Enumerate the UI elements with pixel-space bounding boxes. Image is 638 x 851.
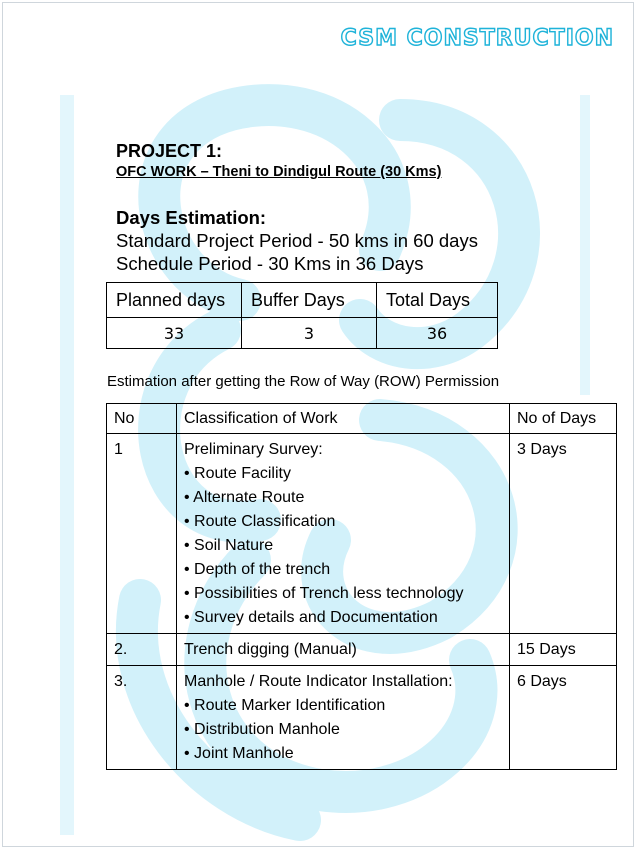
list-item: • Alternate Route	[184, 489, 305, 506]
list-item: • Depth of the trench	[184, 561, 331, 578]
row-title: Manhole / Route Indicator Installation:	[184, 673, 453, 690]
row-classification: Trench digging (Manual)	[177, 634, 510, 666]
value-total-days: 36	[377, 318, 498, 349]
list-item: • Possibilities of Trench less technology	[184, 585, 464, 602]
row-no: 2.	[107, 634, 177, 666]
list-item: • Soil Nature	[184, 537, 274, 554]
list-item: • Distribution Manhole	[184, 721, 340, 738]
row-days: 6 Days	[510, 666, 617, 770]
row-no: 1	[107, 434, 177, 634]
header-no-of-days: No of Days	[510, 404, 617, 434]
brand-logo-text: CSM CONSTRUCTION	[340, 26, 614, 51]
row-days: 15 Days	[510, 634, 617, 666]
days-table	[106, 282, 498, 349]
days-table-header-row	[107, 283, 498, 318]
list-item: • Route Marker Identification	[184, 697, 386, 714]
header-planned-days: Planned days	[107, 283, 242, 318]
work-table	[106, 403, 617, 770]
list-item: • Route Facility	[184, 465, 291, 482]
value-planned-days: 33	[107, 318, 242, 349]
row-no: 3.	[107, 666, 177, 770]
estimation-schedule-period: Schedule Period - 30 Kms in 36 Days	[116, 253, 424, 274]
table-row	[107, 434, 617, 634]
project-title: PROJECT 1:	[116, 141, 223, 161]
row-permission-note: Estimation after getting the Row of Way (ROW) Permission	[107, 373, 500, 390]
row-title: Preliminary Survey:	[184, 441, 323, 458]
row-classification	[177, 666, 510, 770]
list-item: • Joint Manhole	[184, 745, 294, 762]
project-subtitle: OFC WORK – Theni to Dindigul Route (30 Kms)	[116, 164, 442, 180]
list-item: • Route Classification	[184, 513, 336, 530]
header-buffer-days: Buffer Days	[242, 283, 377, 318]
row-days: 3 Days	[510, 434, 617, 634]
table-row	[107, 634, 617, 666]
header-classification: Classification of Work	[177, 404, 510, 434]
list-item: • Survey details and Documentation	[184, 609, 438, 626]
days-table-value-row	[107, 318, 498, 349]
estimation-heading: Days Estimation:	[116, 207, 267, 228]
row-classification	[177, 434, 510, 634]
header-total-days: Total Days	[377, 283, 498, 318]
header-no: No	[107, 404, 177, 434]
table-row	[107, 666, 617, 770]
work-table-header-row	[107, 404, 617, 434]
value-buffer-days: 3	[242, 318, 377, 349]
estimation-standard-period: Standard Project Period - 50 kms in 60 days	[116, 230, 478, 251]
